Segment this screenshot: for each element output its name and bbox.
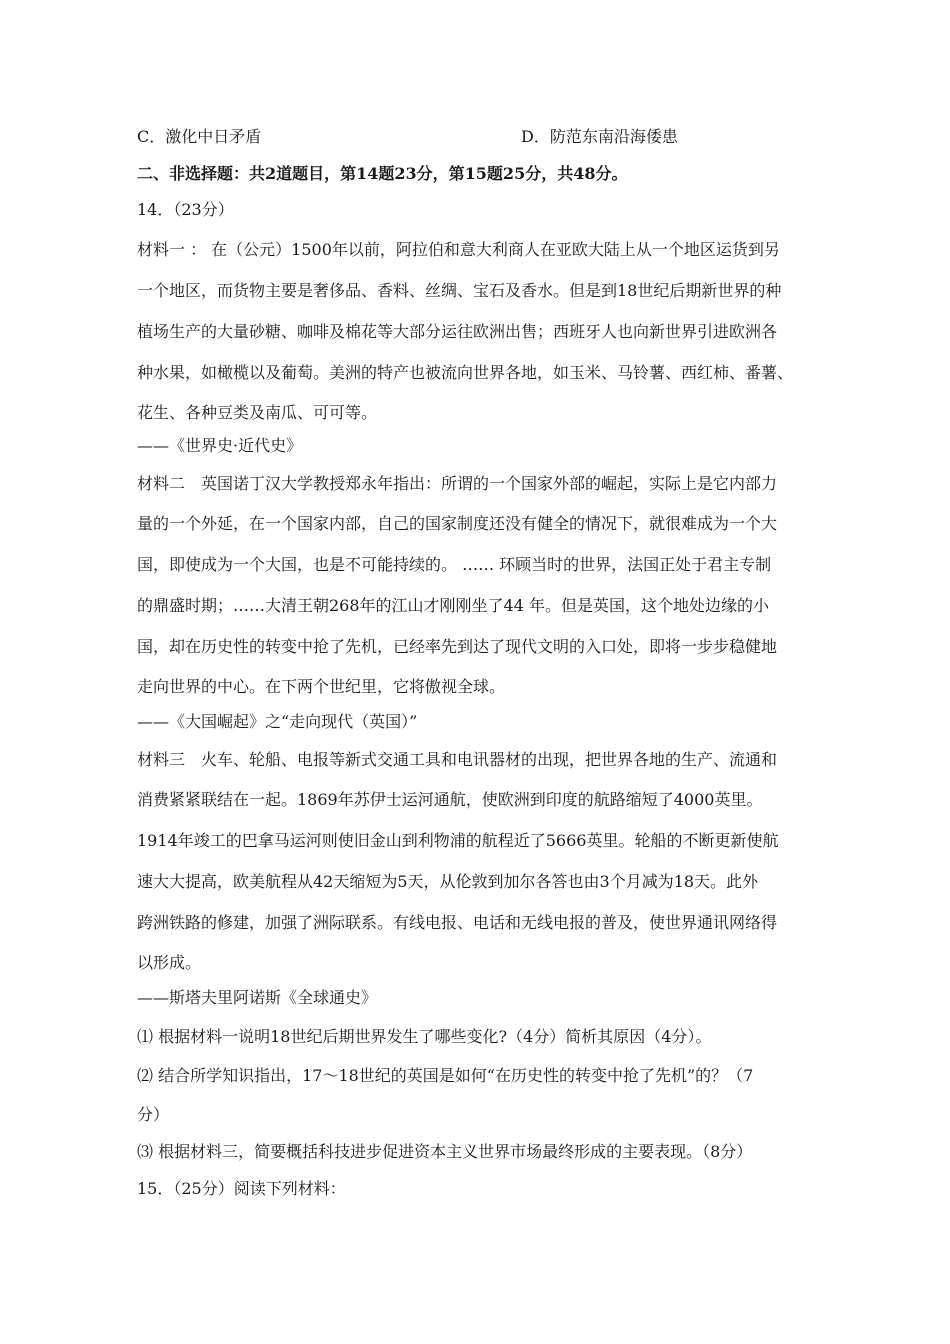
material-3-line: 消费紧紧联结在一起。1869年苏伊士运河通航，使欧洲到印度的航路缩短了4000英里。 [137, 790, 763, 809]
material-3-line: 以形成。 [137, 953, 202, 972]
question-14-1: ⑴ 根据材料一说明18世纪后期世界发生了哪些变化?（4分）简析其原因（4分）。 [137, 1027, 712, 1046]
material-1-line: 一个地区，而货物主要是奢侈品、香料、丝绸、宝石及香水。但是到18世纪后期新世界的种 [137, 281, 782, 300]
question-14-2: ⑵ 结合所学知识指出，17～18世纪的英国是如何“在历史性的转变中抢了先机”的？（7 [137, 1066, 754, 1085]
material-2-line: 量的一个外延，在一个国家内部，自己的国家制度还没有健全的情况下，就很难成为一个大 [137, 514, 778, 533]
option-c: C．激化中日矛盾 [137, 127, 262, 146]
material-3-line: 速大大提高，欧美航程从42天缩短为5天，从伦敦到加尔各答也由3个月减为18天。此外 [137, 872, 759, 891]
material-3-line: 1914年竣工的巴拿马运河则使旧金山到利物浦的航程近了5666英里。轮船的不断更新使航 [137, 831, 779, 850]
question-14-header: 14．（23分） [137, 200, 234, 219]
material-2-line: 国，却在历史性的转变中抢了先机，已经率先到达了现代文明的入口处，即将一步步稳健地 [137, 637, 778, 656]
material-3-line: 材料三 火车、轮船、电报等新式交通工具和电讯器材的出现，把世界各地的生产、流通和 [137, 750, 778, 769]
material-2-line: 走向世界的中心。在下两个世纪里，它将傲视全球。 [137, 677, 506, 696]
options-row [137, 127, 678, 147]
material-2-source: ——《大国崛起》之“走向现代（英国）” [137, 712, 418, 731]
material-1-source: ——《世界史·近代史》 [137, 436, 303, 455]
question-14-2-cont: 分） [137, 1105, 170, 1124]
material-1-line: 花生、各种豆类及南瓜、可可等。 [137, 403, 378, 422]
material-2-line: 材料二 英国诺丁汉大学教授郑永年指出：所谓的一个国家外部的崛起，实际上是它内部力 [137, 474, 778, 493]
material-1-line: 材料一 ： 在（公元）1500年以前，阿拉伯和意大利商人在亚欧大陆上从一个地区运货到另 [137, 240, 780, 259]
material-2-line: 国，即使成为一个大国，也是不可能持续的。 …… 环顾当时的世界，法国正处于君主专制 [137, 555, 772, 574]
material-1-line: 植场生产的大量砂糖、咖啡及棉花等大部分运往欧洲出售；西班牙人也向新世界引进欧洲各 [137, 322, 778, 341]
option-d: D．防范东南沿海倭患 [521, 127, 678, 146]
material-3-line: 跨洲铁路的修建，加强了洲际联系。有线电报、电话和无线电报的普及，使世界通讯网络得 [137, 913, 778, 932]
section-heading: 二、非选择题：共2道题目，第14题23分，第15题25分，共48分。 [137, 164, 628, 183]
material-1-line: 种水果，如橄榄以及葡萄。美洲的特产也被流向世界各地，如玉米、马铃薯、西红柿、番薯、 [137, 363, 794, 382]
material-2-line: 的鼎盛时期；……大清王朝268年的江山才刚刚坐了44 年。但是英国，这个地处边缘的小 [137, 596, 769, 615]
material-3-source: ——斯塔夫里阿诺斯《全球通史》 [137, 988, 378, 1007]
question-15-header: 15．（25分）阅读下列材料： [137, 1179, 346, 1198]
question-14-3: ⑶ 根据材料三，简要概括科技进步促进资本主义世界市场最终形成的主要表现。（8分） [137, 1142, 753, 1161]
